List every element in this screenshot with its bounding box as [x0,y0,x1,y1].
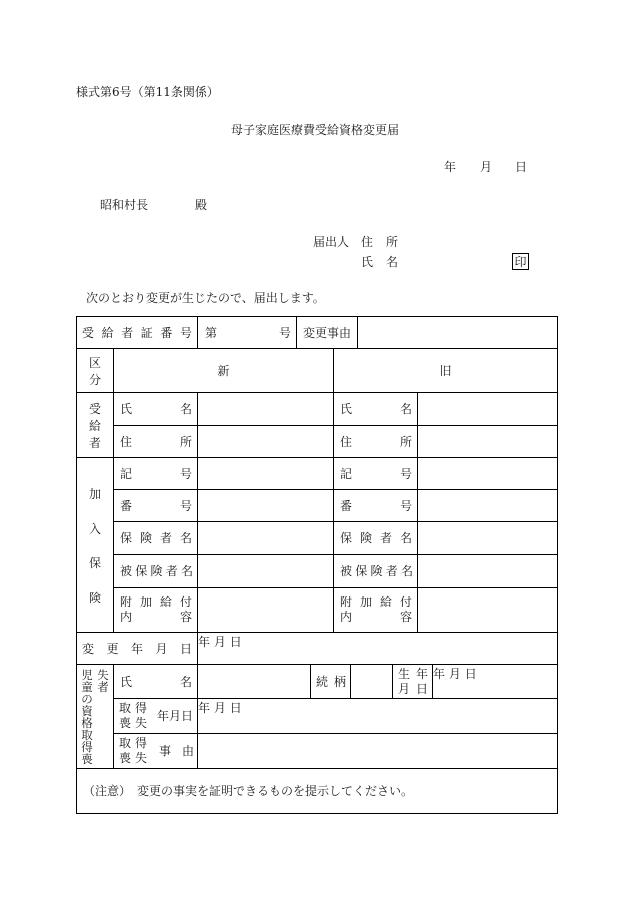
acquisition-loss-reason-field [197,733,558,769]
applicant-label: 届出人 [313,235,350,249]
old-additional-benefits-label-line2: 内 容 [340,610,412,624]
date-year-label: 年 [444,160,457,174]
intro-text: 次のとおり変更が生じたので、届出します。 [86,291,325,305]
applicant-address-label: 住 所 [361,235,398,249]
certificate-number-suffix: 号 [278,325,291,340]
old-number-label-cell [333,489,418,522]
seal-mark: 印 [512,253,529,270]
new-header: 新 [217,363,230,378]
old-insured-name-field [417,554,558,588]
new-symbol-label: 記 号 [120,466,192,481]
child-section-label-column1: 児 童 の 資 格 取 得 喪 [81,668,93,766]
acquisition-loss-label-line2: 喪 失 [119,716,147,730]
acquisition-loss-label-2-line2: 喪 失 [119,751,147,765]
old-insured-name-label-cell [333,554,418,588]
child-name-label: 氏 名 [120,674,192,689]
old-insurer-name-label: 保 険 者 名 [340,531,412,545]
new-recipient-name-field [197,392,334,426]
child-name-field [197,664,311,699]
change-form-table [76,316,558,814]
new-symbol-label-cell [113,457,198,490]
new-additional-benefits-field [197,587,334,633]
change-date-field [197,632,558,665]
old-additional-benefits-label-cell [333,587,418,633]
birth-date-year: 年 [433,667,446,681]
insurance-section-label-cell [76,457,114,633]
new-additional-benefits-label [120,595,192,625]
date-month-label: 月 [480,160,493,174]
relationship-label: 続 柄 [316,674,346,689]
birth-date-month: 月 [448,667,461,681]
change-reason-label: 変更事由 [302,325,351,340]
acquisition-loss-reason-label-cell [113,733,198,769]
certificate-number-label-cell [76,316,198,349]
new-recipient-name-label-cell [113,392,198,426]
birth-date-label-cell [392,664,433,699]
new-recipient-name-label: 氏 名 [120,402,192,416]
new-recipient-address-label-cell [113,425,198,458]
new-recipient-address-field [197,425,334,458]
category-label: 区 分 [88,356,101,387]
change-date-year: 年 [198,635,211,649]
relationship-field [350,664,393,699]
new-number-label: 番 号 [120,498,192,513]
new-insurer-name-label-cell [113,521,198,555]
note-text: （注意） 変更の事実を証明できるものを提示してください。 [83,784,414,798]
category-label-cell [76,348,114,393]
birth-date-day: 日 [464,667,477,681]
new-number-field [197,489,334,522]
old-insurer-name-field [417,521,558,555]
old-recipient-address-label-cell [333,425,418,458]
date-day-label: 日 [515,160,528,174]
birth-date-field [432,664,558,699]
insurance-section-label: 加 入 保 険 [88,487,101,605]
acquisition-loss-reason-label: 事 由 [159,744,194,758]
form-number: 様式第6号（第11条関係） [76,85,219,99]
old-symbol-field [417,457,558,490]
old-recipient-name-label: 氏 名 [340,402,412,416]
change-date-day: 日 [229,635,242,649]
acquisition-loss-date-year: 年 [198,701,211,715]
old-recipient-name-label-cell [333,392,418,426]
old-header-cell [333,348,558,393]
change-date-month: 月 [213,635,226,649]
child-section-label-column2: 失 者 [97,668,109,694]
new-symbol-field [197,457,334,490]
old-symbol-label-cell [333,457,418,490]
old-additional-benefits-label-line1: 附 加 給 付 [340,595,412,609]
old-insured-name-label: 被 保 険 者 名 [340,564,413,578]
new-additional-benefits-label-cell [113,587,198,633]
relationship-label-cell [310,664,351,699]
acquisition-loss-date-month: 月 [213,701,226,715]
change-reason-label-cell [296,316,358,349]
new-header-cell [113,348,334,393]
birth-date-label-line1: 生 年 [398,666,428,681]
old-additional-benefits-label [340,595,412,625]
change-date-label: 変 更 年 月 日 [82,641,192,656]
form-title: 母子家庭医療費受給資格変更届 [230,123,399,137]
new-recipient-address-label: 住 所 [120,434,192,449]
acquisition-loss-label-2-line1: 取 得 [119,736,147,750]
acquisition-loss-date-field [197,698,558,734]
acquisition-loss-date-day: 日 [229,701,242,715]
new-insured-name-label-cell [113,554,198,588]
old-recipient-address-field [417,425,558,458]
old-symbol-label: 記 号 [340,466,412,481]
certificate-number-field [197,316,297,349]
change-reason-field [357,316,558,349]
applicant-name-label: 氏 名 [361,255,398,269]
old-recipient-name-field [417,392,558,426]
recipient-section-label-cell [76,392,114,458]
new-additional-benefits-label-line1: 附 加 給 付 [120,595,192,609]
certificate-number-label: 受 給 者 証 番 号 [82,325,192,340]
note-cell [76,768,558,814]
acquisition-loss-date-label: 年月日 [157,709,194,723]
recipient-section-label: 受 給 者 [88,402,101,450]
addressee-name: 昭和村長 [100,198,149,212]
change-date-label-cell [76,632,198,665]
acquisition-loss-label-line1: 取 得 [119,701,147,715]
new-insured-name-field [197,554,334,588]
certificate-number-prefix: 第 [205,325,218,340]
new-insurer-name-label: 保 険 者 名 [120,531,192,545]
addressee-honorific: 殿 [195,198,208,212]
acquisition-loss-label [119,701,147,731]
old-header: 旧 [439,363,452,378]
old-recipient-address-label: 住 所 [340,434,412,449]
new-insured-name-label: 被 保 険 者 名 [120,564,193,578]
birth-date-label-line2: 月 日 [398,681,428,696]
old-additional-benefits-field [417,587,558,633]
new-insurer-name-field [197,521,334,555]
acquisition-loss-label-2 [119,736,147,766]
old-insurer-name-label-cell [333,521,418,555]
child-name-label-cell [113,664,198,699]
old-number-field [417,489,558,522]
child-section-label-cell [76,664,114,769]
new-additional-benefits-label-line2: 内 容 [120,610,192,624]
birth-date-label [398,667,428,697]
old-number-label: 番 号 [340,498,412,513]
acquisition-loss-date-label-cell [113,698,198,734]
new-number-label-cell [113,489,198,522]
